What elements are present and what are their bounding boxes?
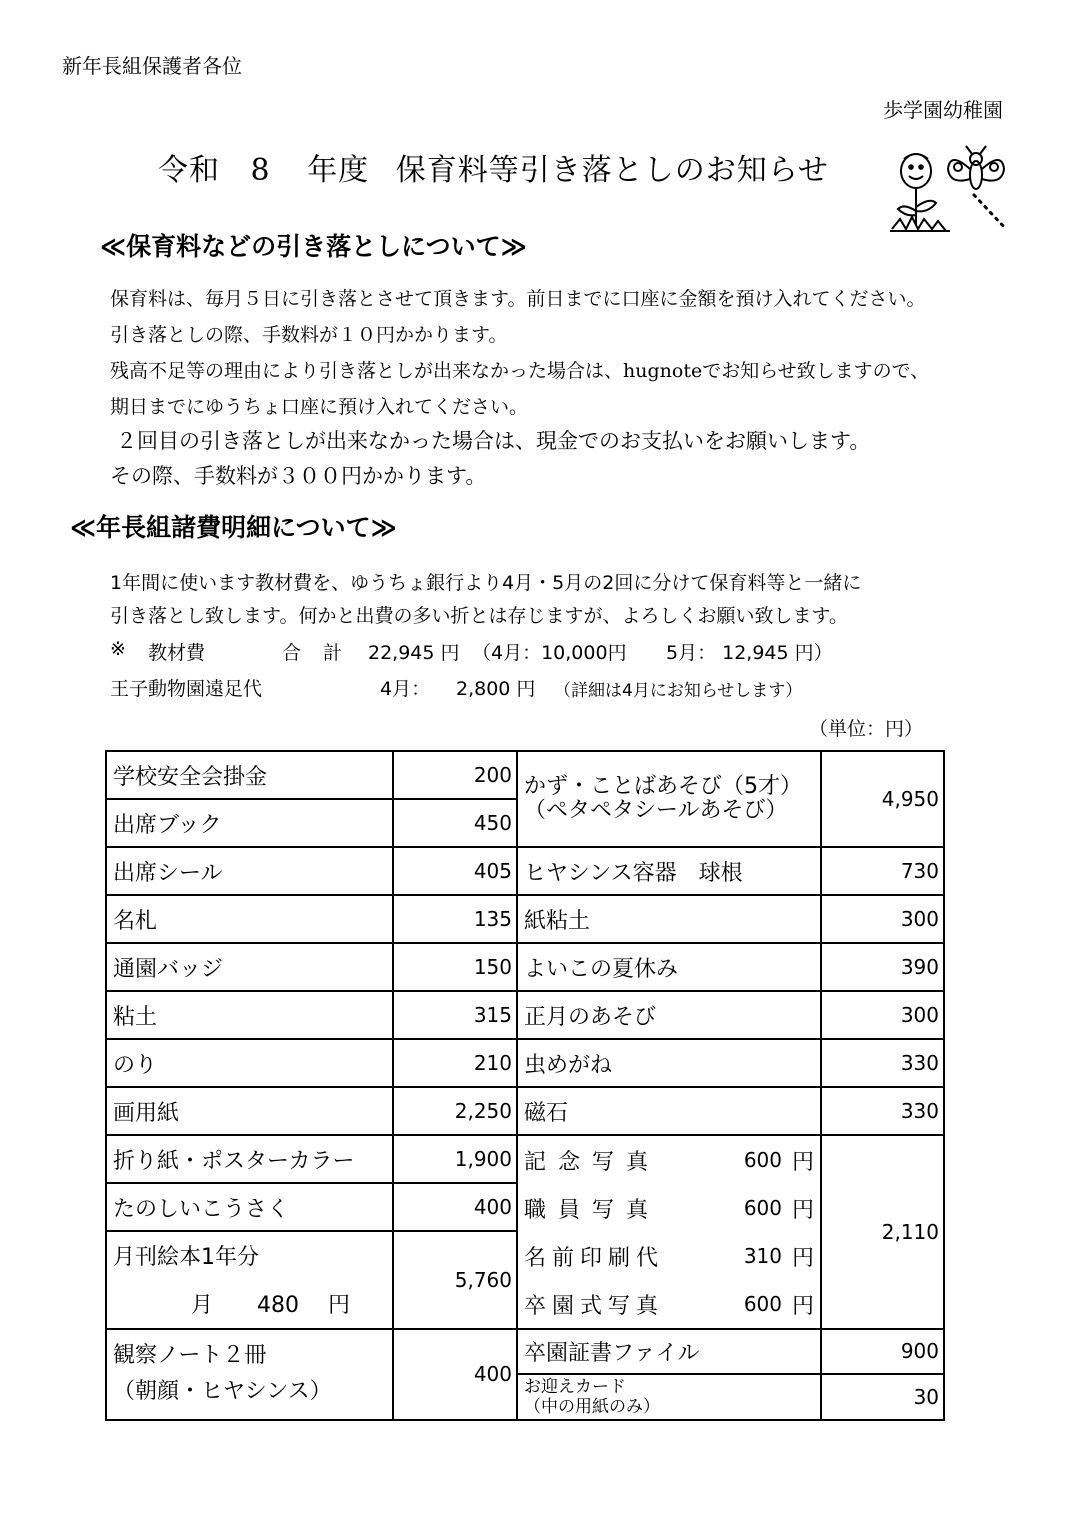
item-cell: よいこの夏休み [517,943,821,991]
flower-butterfly-illustration [890,145,1010,237]
amount-cell: 330 [821,1087,944,1135]
amount-cell: 390 [821,943,944,991]
title-year: 8 [250,153,271,188]
amount-cell: 150 [393,943,517,991]
item-cell: 紙粘土 [517,895,821,943]
table-row [106,847,944,895]
materials-fee-line [110,638,910,664]
photo-item-amount: 600 [743,1292,782,1316]
item-cell: 磁石 [517,1087,821,1135]
photo-item-unit: 円 [792,1293,815,1319]
photo-item-amount: 600 [743,1196,782,1220]
item-cell [517,1374,821,1420]
item-cell: 出席ブック [106,799,393,847]
amount-cell: 135 [393,895,517,943]
table-row [106,1135,944,1183]
item-cell: 折り紙・ポスターカラー [106,1135,393,1183]
amount-cell: 405 [393,847,517,895]
table-row [106,943,944,991]
total-label: 合 計 [282,642,351,664]
amount-cell: 400 [393,1329,517,1420]
title-era: 令和 [158,153,220,188]
item-cell: のり [106,1039,393,1087]
table-row [106,895,944,943]
fee-table [105,750,945,1421]
item-cell: 通園バッジ [106,943,393,991]
photo-item [524,1232,814,1280]
item-cell: 卒園証書ファイル [517,1329,821,1374]
photo-item-label: 職員写真 [524,1197,661,1223]
paragraph-line: 引き落としの際、手数料が１０円かかります。 [110,324,508,346]
amount-cell: 300 [821,991,944,1039]
table-row [106,1039,944,1087]
trip-fee-line [110,674,910,700]
title-subject: 保育料等引き落としのお知らせ [395,153,829,188]
photo-item [524,1184,814,1232]
section-heading-fees: ≪年長組諸費明細について≫ [70,513,397,542]
photo-item-label: 卒園式写真 [524,1293,665,1319]
photo-items-cell [517,1135,821,1329]
may-amount: 5月： 12,945 円） [666,642,833,664]
amount-cell: 900 [821,1329,944,1374]
item-line: （中の用紙のみ） [524,1396,660,1417]
item-cell: 正月のあそび [517,991,821,1039]
note-mark: ※ [110,638,126,660]
photo-item-unit: 円 [792,1197,815,1223]
unit-label: （単位：円） [808,718,923,740]
amount-cell: 300 [821,895,944,943]
photo-item-unit: 円 [792,1245,815,1271]
table-row [106,751,944,799]
item-line: （ペタペタシールあそび） [524,798,788,823]
photo-item-amount: 600 [743,1148,782,1172]
amount-cell: 4,950 [821,751,944,847]
item-cell: 出席シール [106,847,393,895]
item-cell [517,751,821,847]
item-line: かず・ことばあそび（5才） [524,774,802,799]
table-row [106,991,944,1039]
page-title [158,145,829,189]
item-cell: たのしいこうさく [106,1183,393,1231]
table-row [106,1087,944,1135]
photo-item-unit: 円 [792,1149,815,1175]
april-amount: （4月：10,000円 [472,642,627,664]
amount-cell: 2,110 [821,1135,944,1329]
amount-cell: 330 [821,1039,944,1087]
item-line: 月刊絵本1年分 [113,1245,259,1270]
item-cell [106,1329,393,1420]
trip-label: 王子動物園遠足代 [110,678,263,700]
item-cell: 名札 [106,895,393,943]
paragraph-line: 保育料は、毎月５日に引き落とさせて頂きます。前日までに口座に金額を預け入れてください。 [110,288,926,310]
amount-cell: 450 [393,799,517,847]
trip-month: 4月： [380,678,431,700]
item-cell: 粘土 [106,991,393,1039]
photo-item [524,1136,814,1184]
item-cell: 学校安全会掛金 [106,751,393,799]
item-cell: 虫めがね [517,1039,821,1087]
table-row [106,1329,944,1374]
amount-cell: 400 [393,1183,517,1231]
amount-cell: 210 [393,1039,517,1087]
amount-cell: 200 [393,751,517,799]
trip-amount: 2,800 円 [456,678,536,700]
sender-name: 歩学園幼稚園 [883,98,1003,122]
trip-note: （詳細は4月にお知らせします） [554,681,803,701]
paragraph-line: 期日までにゆうちょ口座に預け入れてください。 [110,396,529,418]
item-cell: ヒヤシンス容器 球根 [517,847,821,895]
photo-item [524,1280,814,1328]
item-cell: 画用紙 [106,1087,393,1135]
item-cell [106,1231,393,1329]
item-line: お迎えカード [524,1376,626,1397]
item-line: （朝顔・ヒヤシンス） [113,1379,332,1404]
amount-cell: 315 [393,991,517,1039]
materials-total: 22,945 円 [368,642,460,664]
photo-item-label: 記念写真 [524,1149,661,1175]
notice-line: その際、手数料が３００円かかります。 [110,464,487,488]
paragraph-line: 引き落とし致します。何かと出費の多い折とは存じますが、よろしくお願い致します。 [110,605,848,627]
photo-item-label: 名前印刷代 [524,1245,665,1271]
title-fiscal: 年度 [307,153,370,188]
item-sub-line: 月 480 円 [191,1293,350,1318]
amount-cell: 1,900 [393,1135,517,1183]
addressee: 新年長組保護者各位 [62,54,242,78]
notice-line: ２回目の引き落としが出来なかった場合は、現金でのお支払いをお願いします。 [116,429,871,453]
section-heading-withdrawal: ≪保育料などの引き落としについて≫ [100,232,527,261]
paragraph-line: 残高不足等の理由により引き落としが出来なかった場合は、hugnoteでお知らせ致しますので、 [110,360,930,382]
photo-item-amount: 310 [743,1244,782,1268]
materials-label: 教材費 [148,642,206,664]
amount-cell: 30 [821,1374,944,1420]
amount-cell: 730 [821,847,944,895]
paragraph-line: 1年間に使います教材費を、ゆうちょ銀行より4月・5月の2回に分けて保育料等と一緒に [110,572,862,594]
amount-cell: 5,760 [393,1231,517,1329]
item-line: 観察ノート２冊 [113,1343,267,1368]
amount-cell: 2,250 [393,1087,517,1135]
